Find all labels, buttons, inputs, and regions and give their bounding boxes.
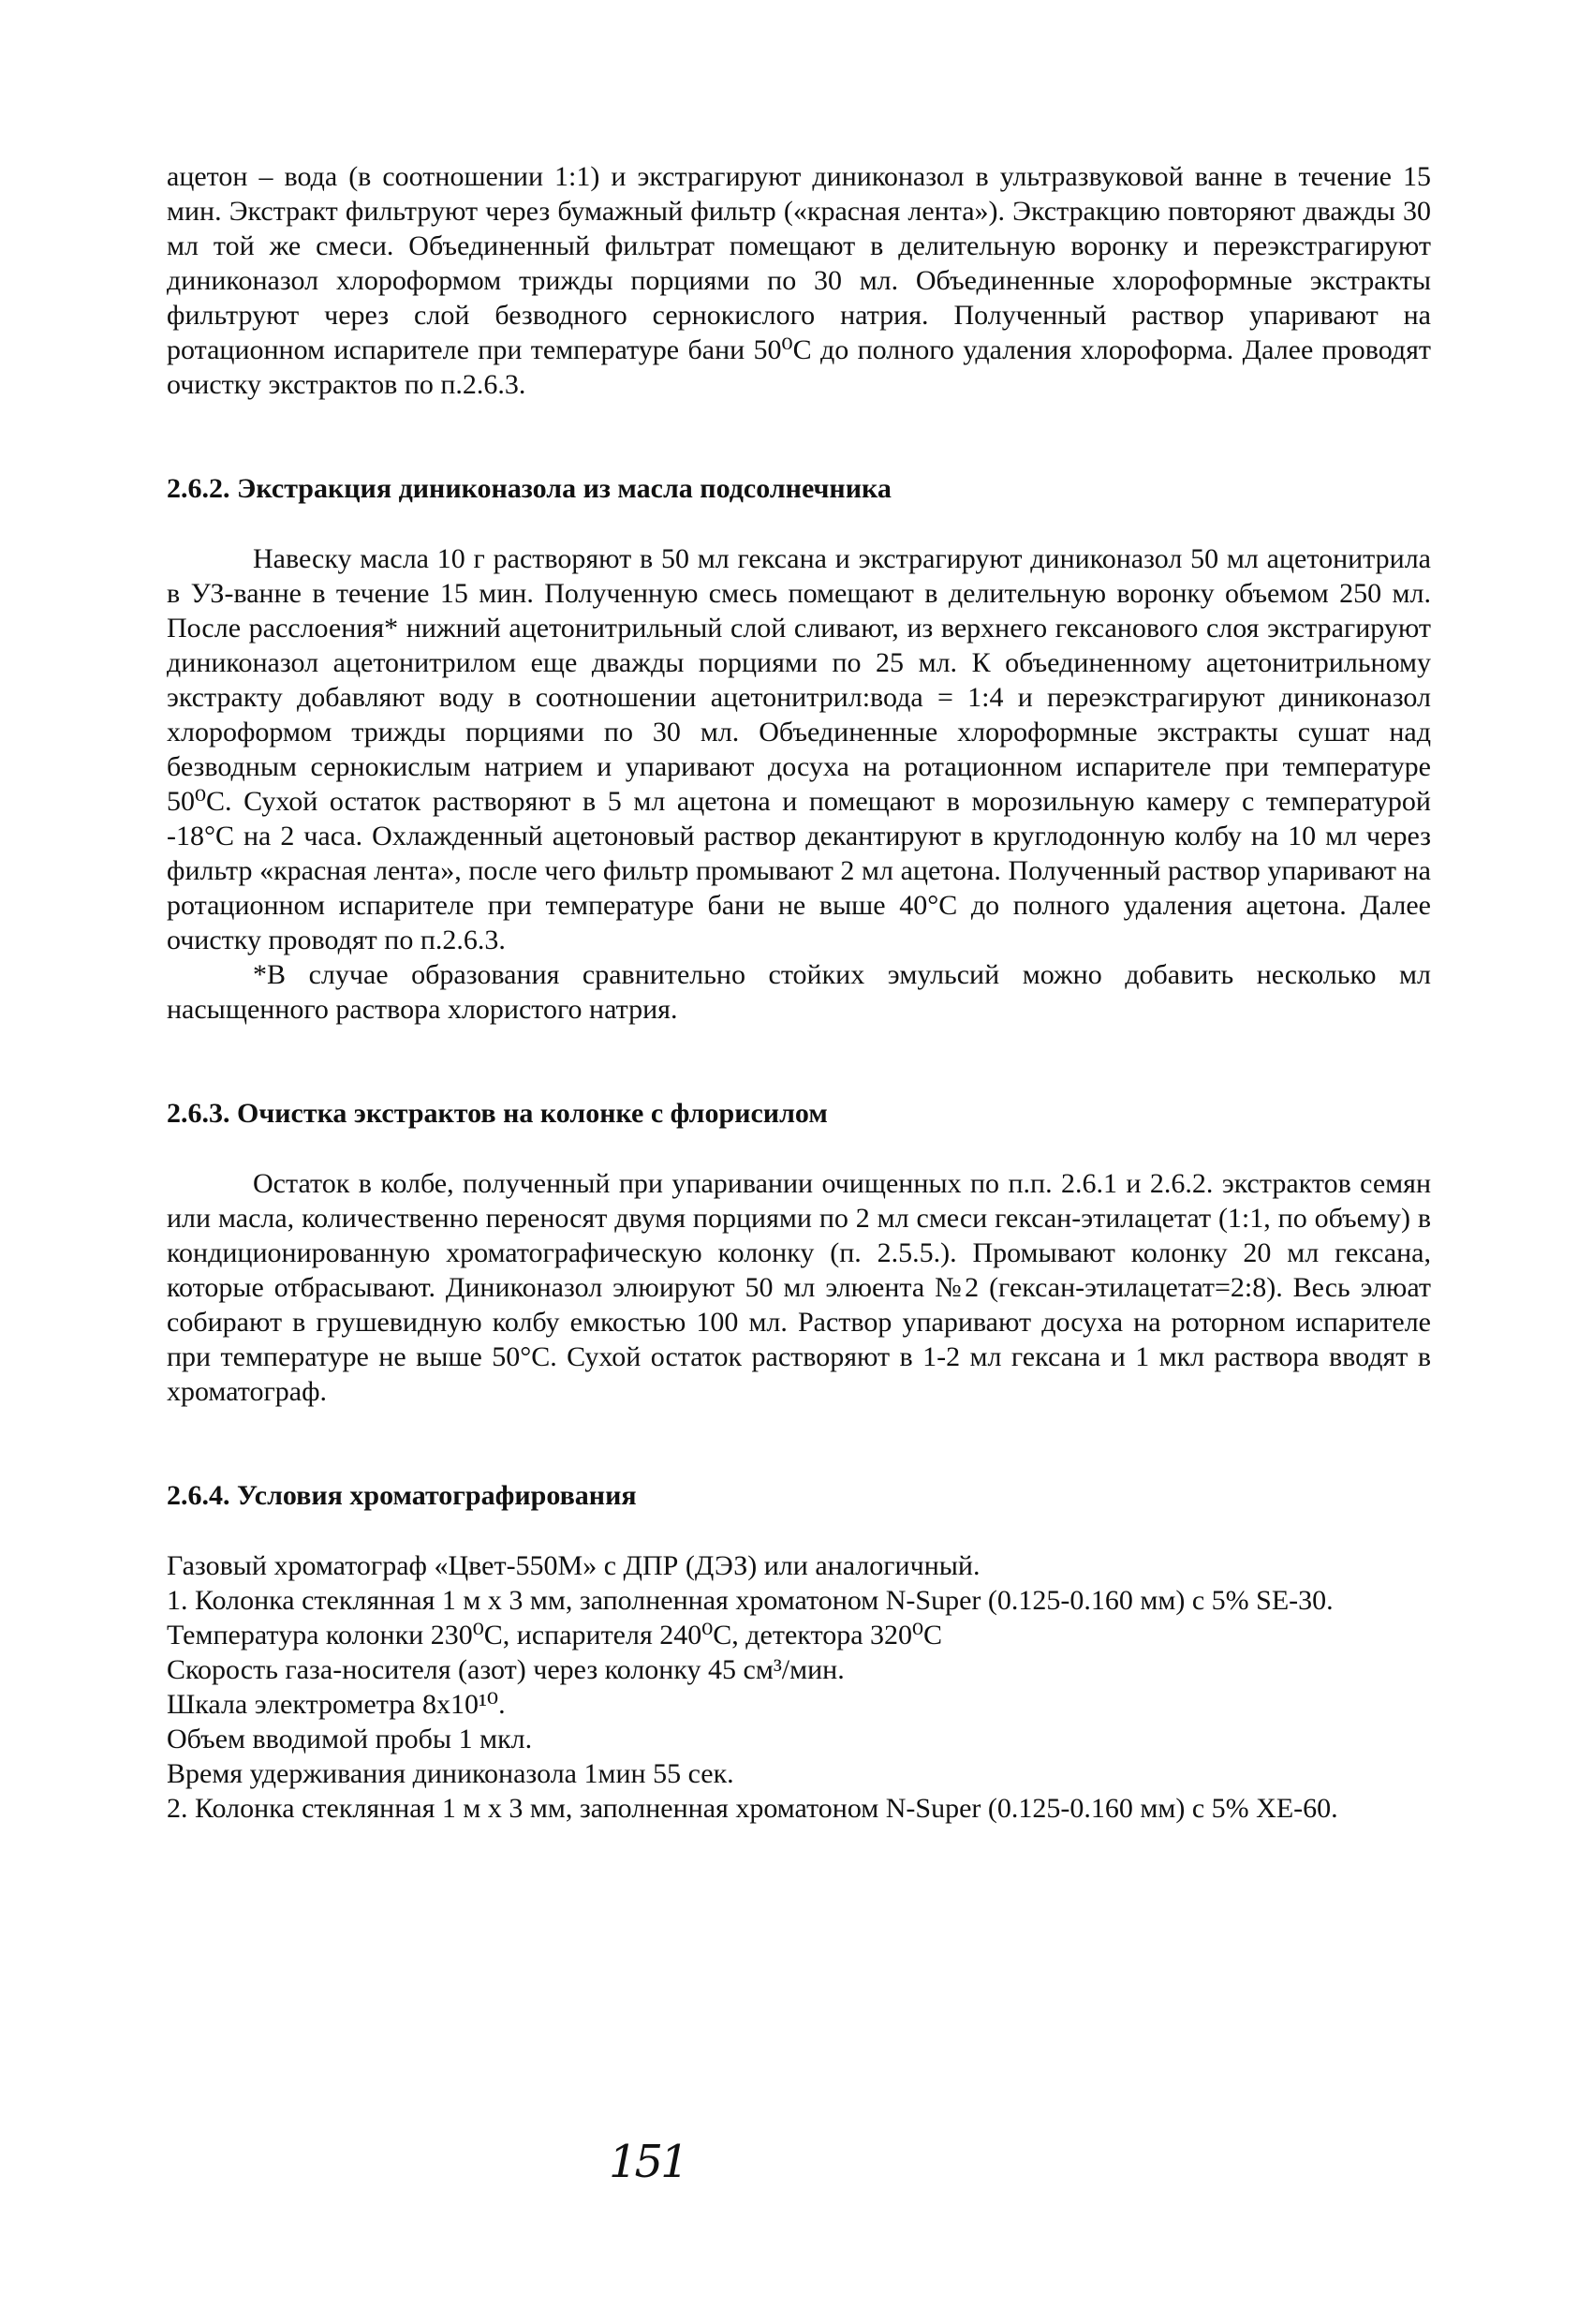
conditions-line: 1. Колонка стеклянная 1 м х 3 мм, заполненная хроматоном N-Super (0.125-0.160 мм) с 5% SE-30. [167,1585,1334,1616]
document-body [167,159,1431,1826]
section-paragraph-2-6-3: Остаток в колбе, полученный при упаривании очищенных по п.п. 2.6.1 и 2.6.2. экстрактов семян или масла, количественно переносят двумя порциями по 2 мл смеси гексан-этилацетат (1:1, по объему) в кондиционированную хроматографическую колонку (п. 2.5.5.). Промывают колонку 20 мл гексана, которые отбрасывают. Диниконазол элюируют 50 мл элюента №2 (гексан-этилацетат=2:8). Весь элюат собирают в грушевидную колбу емкостью 100 мл. Раствор упаривают досуха на роторном испарителе при температуре не выше 50°С. Сухой остаток растворяют в 1-2 мл гексана и 1 мкл раствора вводят в хроматограф. [167,1168,1431,1407]
conditions-line: Шкала электрометра 8x10¹⁰. [167,1689,506,1720]
footnote: *В случае образования сравнительно стойких эмульсий можно добавить несколько мл насыщенного раствора хлористого натрия. [167,959,1431,1025]
section-heading-2-6-4: 2.6.4. Условия хроматографирования [167,1480,637,1511]
section-heading-2-6-2: 2.6.2. Экстракция диниконазола из масла подсолнечника [167,473,892,504]
section-paragraph-2-6-2: Навеску масла 10 г растворяют в 50 мл гексана и экстрагируют диниконазол 50 мл ацетонитрила в УЗ-ванне в течение 15 мин. Полученную смесь помещают в делительную воронку объемом 250 мл. После расслоения* нижний ацетонитрильный слой сливают, из верхнего гексанового слоя экстрагируют диниконазол ацетонитрилом еще дважды порциями по 25 мл. К объединенному ацетонитрильному экстракту добавляют воду в соотношении ацетонитрил:вода = 1:4 и переэкстрагируют диниконазол хлороформом трижды порциями по 30 мл. Объединенные хлороформные экстракты сушат над безводным сернокислым натрием и упаривают досуха на ротационном испарителе при температуре 50⁰С. Сухой остаток растворяют в 5 мл ацетона и помещают в морозильную камеру с температурой -18°С на 2 часа. Охлажденный ацетоновый раствор декантируют в круглодонную колбу на 10 мл через фильтр «красная лента», после чего фильтр промывают 2 мл ацетона. Полученный раствор упаривают на ротационном испарителе при температуре бани не выше 40°С до полного удаления ацетона. Далее очистку проводят по п.2.6.3. [167,543,1431,955]
page-number: 151 [609,2136,686,2188]
conditions-line: Газовый хроматограф «Цвет-550М» с ДПР (ДЭЗ) или аналогичный. [167,1550,981,1581]
conditions-line: Время удерживания диниконазола 1мин 55 сек. [167,1758,734,1789]
section-heading-2-6-3: 2.6.3. Очистка экстрактов на колонке с флорисилом [167,1098,828,1129]
conditions-line: 2. Колонка стеклянная 1 м х 3 мм, заполненная хроматоном N-Super (0.125-0.160 мм) с 5% XE-60. [167,1793,1338,1824]
conditions-line: Скорость газа-носителя (азот) через колонку 45 см³/мин. [167,1654,845,1685]
conditions-line: Температура колонки 230⁰С, испарителя 240⁰С, детектора 320⁰С [167,1620,943,1650]
intro-paragraph: ацетон – вода (в соотношении 1:1) и экстрагируют диниконазол в ультразвуковой ванне в течение 15 мин. Экстракт фильтруют через бумажный фильтр («красная лента»). Экстракцию повторяют дважды 30 мл той же смеси. Объединенный фильтрат помещают в делительную воронку и переэкстрагируют диниконазол хлороформом трижды порциями по 30 мл. Объединенные хлороформные экстракты фильтруют через слой безводного сернокислого натрия. Полученный раствор упаривают на ротационном испарителе при температуре бани 50⁰С до полного удаления хлороформа. Далее проводят очистку экстрактов по п.2.6.3. [167,161,1431,400]
conditions-line: Объем вводимой пробы 1 мкл. [167,1724,533,1754]
